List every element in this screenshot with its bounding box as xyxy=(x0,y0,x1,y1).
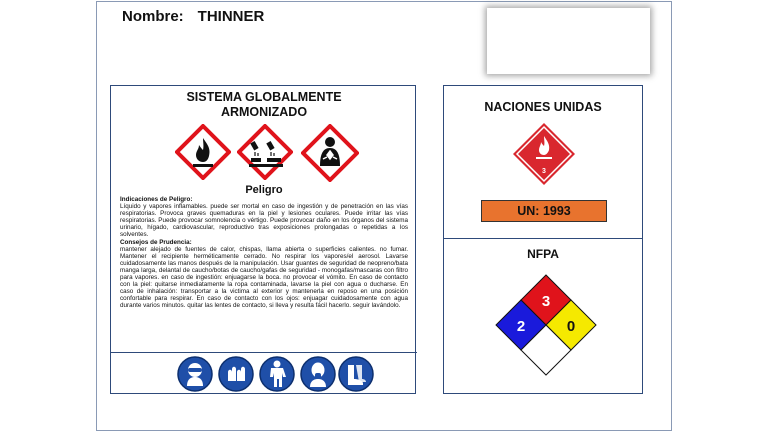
un-number-box: UN: 1993 xyxy=(481,200,607,222)
ppe-divider xyxy=(111,352,417,353)
nombre-label: Nombre: xyxy=(122,8,184,25)
respirator-icon xyxy=(300,356,336,392)
un-panel xyxy=(443,85,643,239)
signal-word: Peligro xyxy=(245,184,283,196)
flammable-liquid-diamond-icon xyxy=(512,122,576,186)
precaution-heading: Consejos de Prudencia: xyxy=(120,238,192,246)
nfpa-title: NFPA xyxy=(527,247,559,261)
hazard-heading: Indicaciones de Peligro: xyxy=(120,196,193,203)
nfpa-panel xyxy=(443,239,643,394)
ghs-panel xyxy=(110,85,416,394)
boots-icon xyxy=(338,356,374,392)
protective-suit-icon xyxy=(259,356,295,392)
nombre-value: THINNER xyxy=(197,8,265,25)
gloves-icon xyxy=(218,356,254,392)
corrosion-icon xyxy=(237,124,293,180)
hazard-statements: Líquido y vapores inflamables. puede ser mortal en caso de ingestión y de penetración en las vías respiratorias. Provoca graves quemaduras en la piel y lesiones oculares. Puede irritar las vías respiratorias. Puede provocar somnolencia o vértigo. Puede provocar daño en los órganos del sistema urinario, hígado, cardiovascular, reproductivo tras exposiciones prolongadas o repetidas a los solventes. xyxy=(120,203,408,239)
product-name xyxy=(122,8,264,25)
precaution-statements: mantener alejado de fuentes de calor, chispas, llama abierta o superficies calientes. no fumar. Mantener el recipiente herméticamente cerrado. No respirar los vapores/el aerosol. Lavarse cuidadosamente las manos después de la manipulación. Usar guantes de seguridad de neopreno/bata manga larga, delantal de caucho/botas de caucho/gafas de seguridad - monogafas/mascaras con filtro para vapores. en caso de ingestión: enjuagarse la boca. no provocar el vómito. En caso de contacto con la piel: quitarse inmediatamente la ropa contaminada, lavarse la piel con agua o ducharse. En caso de inhalación: transportar a la victima al exterior y mantenerla en reposo en una posición confortable para respirar. En caso de contacto con los ojos: enjuagar cuidadosamente con agua durante varios minutos. quitar las lentes de contacto, si lleva y resulta fácil hacerlo. seguir lavándolo. xyxy=(120,245,408,310)
nfpa-flammability-value: 3 xyxy=(541,293,551,310)
flame-icon xyxy=(175,124,231,180)
hazard-precaution-text xyxy=(120,196,408,310)
face-shield-icon xyxy=(177,356,213,392)
un-title: NACIONES UNIDAS xyxy=(484,100,602,114)
health-hazard-icon xyxy=(301,124,359,182)
ghs-title: SISTEMA GLOBALMENTE ARMONIZADO xyxy=(186,90,342,119)
blank-box xyxy=(487,8,650,74)
nfpa-reactivity-value: 0 xyxy=(566,318,576,335)
un-class-number: 3 xyxy=(542,168,546,175)
nfpa-diamond xyxy=(489,273,603,377)
nfpa-health-value: 2 xyxy=(516,318,526,335)
